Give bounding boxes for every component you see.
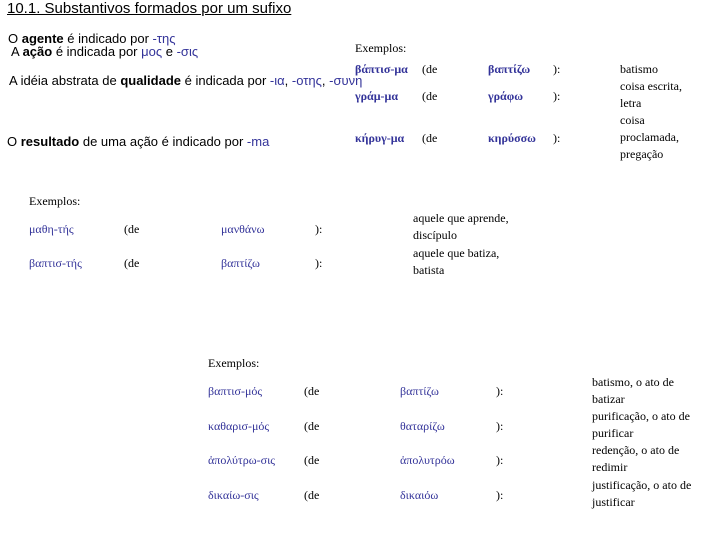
meaning: batismo, o ato de batizar: [592, 375, 674, 406]
de-label: (de: [124, 222, 140, 236]
meaning: coisa proclamada, pregação: [620, 113, 679, 161]
de-label: (de: [422, 89, 438, 103]
de-label: (de: [422, 62, 438, 76]
meaning: aquele que aprende, discípulo: [413, 211, 509, 242]
meaning: purificação, o ato de purificar: [592, 409, 690, 440]
examples-label-agent: Exemplos:: [29, 194, 81, 208]
close-label: ):: [553, 62, 561, 76]
greek-source: δικαιόω: [400, 488, 439, 502]
greek-word: βαπτισ-μός: [208, 384, 263, 398]
greek-source: μανθάνω: [221, 222, 265, 236]
meaning: aquele que batiza, batista: [413, 246, 500, 277]
intro-agente: O agente é indicado por -της: [8, 31, 176, 46]
intro-resultado: O resultado de uma ação é indicado por -ma: [7, 134, 270, 149]
de-label: (de: [422, 131, 438, 145]
examples-label-action: Exemplos:: [208, 356, 260, 370]
de-label: (de: [304, 419, 320, 433]
greek-word: γράμ-μα: [355, 89, 399, 103]
de-label: (de: [304, 384, 320, 398]
meaning: redenção, o ato de redimir: [592, 443, 680, 474]
intro-acao: A ação é indicada por μος e -σις: [11, 44, 199, 59]
greek-source: βαπτίζω: [221, 256, 260, 270]
close-label: ):: [553, 131, 561, 145]
page-title: 10.1. Substantivos formados por um sufixo: [7, 0, 292, 17]
greek-word: βάπτισ-μα: [355, 62, 408, 76]
greek-word: ἀπολύτρω-σις: [208, 453, 276, 467]
close-label: ):: [315, 256, 323, 270]
greek-source: βαπτίζω: [400, 384, 439, 398]
greek-word: βαπτισ-τής: [29, 256, 82, 270]
meaning: batismo: [620, 62, 658, 76]
greek-word: μαθη-τής: [29, 222, 74, 236]
greek-source: θαταρίζω: [400, 419, 445, 433]
de-label: (de: [304, 488, 320, 502]
greek-word: κήρυγ-μα: [355, 131, 405, 145]
greek-word: καθαρισ-μός: [208, 419, 270, 433]
meaning: justificação, o ato de justificar: [592, 478, 692, 509]
meaning: coisa escrita, letra: [620, 79, 682, 110]
intro-qualidade: A idéia abstrata de qualidade é indicada por -ια, -οτης, -συνη: [9, 73, 363, 88]
greek-word: δικαίω-σις: [208, 488, 259, 502]
greek-source: βαπτίζω: [488, 62, 531, 76]
greek-source: κηρύσσω: [488, 131, 536, 145]
close-label: ):: [496, 453, 504, 467]
close-label: ):: [496, 384, 504, 398]
close-label: ):: [496, 419, 504, 433]
close-label: ):: [553, 89, 561, 103]
de-label: (de: [124, 256, 140, 270]
greek-source: ἀπολυτρόω: [400, 453, 455, 467]
close-label: ):: [315, 222, 323, 236]
de-label: (de: [304, 453, 320, 467]
greek-source: γράφω: [488, 89, 523, 103]
examples-label-result: Exemplos:: [355, 41, 407, 55]
close-label: ):: [496, 488, 504, 502]
